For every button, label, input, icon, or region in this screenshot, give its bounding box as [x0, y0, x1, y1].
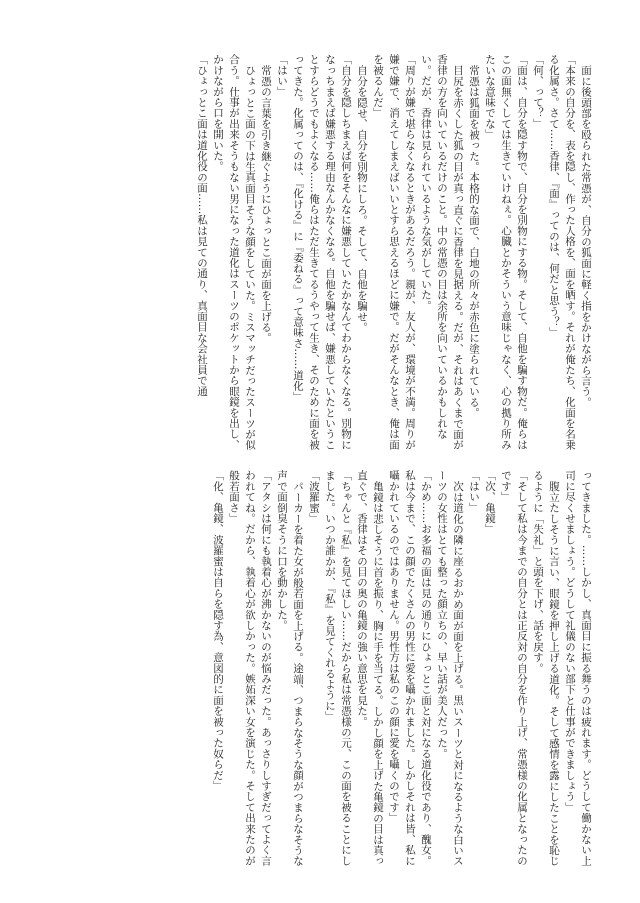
dialogue-line: 「アタシは何にも執着心が沸かないのが悩みだった。あっさりしすぎだってよく言われてね。だから、執着心が欲しかった。嫉妬深い女を演じた。そして出来たのが般若面さ」 — [228, 470, 272, 866]
upper-text-block — [74, 54, 594, 459]
paragraph: ってきました。……しかし、真面目に振る舞うのは疲れます。どうして働かない上司に尽くせましょう。どうして礼儀のない部下と仕事ができましょう」 — [564, 470, 592, 866]
dialogue-line: 「化、亀鏡、波羅蜜は自らを隠す為、意図的に面を被った奴らだ」 — [212, 470, 224, 791]
dialogue-line: 「自分を隠しちまえば何をそんなに嫌悪していたかなんてわからなくなる。別物になっちまえば嫌悪する理由なんかなくなる。自他を騙せば、嫌悪していたということすらどうでもよくなる……俺らはただ生きてるうやって生き、そのために面を被ってきた。化属ってのは、『化ける』に『委ねる』って意味さ……道化」 — [292, 54, 352, 450]
dialogue-line: 「かめ……お多福の面は見の通りにひょっとこ面と対になる道化役であり、醜女。私は今まで、この顔でたくさんの男性に愛を囁かれました。しかしそれは皆、私に囁かれているのではありません。男性方は私のこの顔に愛を囁くのです」 — [388, 470, 432, 866]
lower-text-block — [74, 470, 594, 870]
dialogue-line: 「本来の自分を、表を隠し、作った人格を、面を晒す。それが俺たち、化面を名乗る化属さ。さて……香律、『面』ってのは、何だと思う？」 — [548, 54, 576, 450]
paragraph: 亀鏡は悲しそうに首を振り、胸に手を当てる。しかし顔を上げた亀鏡の目は真っ直ぐで、香律はその目の奥の亀鏡の強い意思を見た。 — [356, 470, 384, 866]
paragraph: 常憑は狐面を被った。本格的な面で、白地の所々が赤色に塗られている。 — [468, 64, 480, 418]
paragraph: パーカーを着た女が般若面を上げる。途端、つまらなそうな顔がつまらなそうな声で面倒臭そうに口を動かした。 — [276, 470, 304, 866]
dialogue-line: 「はい」 — [468, 470, 480, 513]
dialogue-line: 「はい」 — [276, 54, 288, 97]
dialogue-line: 「波羅蜜」 — [308, 470, 320, 524]
paragraph: ひょっとこ面の下は生真面目そうな顔をしていた。ミスマッチだったスーツが似合う。仕事が出来そうもない男になった道化はスーツのポケットから眼鏡を出し、かけながら口を開いた。 — [212, 54, 256, 450]
paragraph: 目尻を赤くした狐の目が真っ直ぐに香律を見据える。だが、それはあくまで面が香律の方を向いているだけのこと。中の常憑の目は余所を向いているかもしれない。だが、香律は見られているような気がしていた。 — [420, 54, 464, 450]
paragraph: 自分を隠せ、自分を別物にしろ。そして、自他を騙せ。 — [356, 64, 368, 332]
dialogue-line: 「ちゃんと『私』を見てほしい……だから私は常憑様の元、この面を被ることにしました。いつか誰かが、『私』を見てくれるように」 — [324, 470, 352, 866]
dialogue-line: 「次、亀鏡」 — [484, 470, 496, 535]
dialogue-line: 「周りが嫌で堪らなくなるときがあるだろう。親が、友人が、環境が不満。周りが嫌で嫌で、消えてしまえばいいとすら思えるほどに嫌で。だがそんなとき、俺は面を被るんだ」 — [372, 54, 416, 450]
dialogue-line: 「ひょっとこ面は道化役の面……私は見ての通り、真面目な会社員で通 — [196, 54, 208, 397]
paragraph: 腹立たしそうに言い、眼鏡を押し上げる道化。そして感情を露にしたことを恥じるように「失礼」と頭を下げ、話を戻す。 — [532, 470, 560, 866]
dialogue-line: 「面は、自分を隠す物で、自分を別物にする物。そして、自他を騙す物だ。俺らはこの面無くしては生きていけねぇ。心臓とかそういう意味じゃなく、心の拠り所みたいな意味でな」 — [484, 54, 528, 450]
dialogue-line: 「何、って？」 — [532, 54, 544, 129]
paragraph: 次は道化の隣に座るおかめ面が面を上げる。黒いスーツと対になるような白いスーツの女性はとても整った顔立ちの、早い話が美人だった。 — [436, 470, 464, 866]
dialogue-line: 「そして私は今までの自分とは正反対の自分を作り上げ、常憑様の化属となったのです」 — [500, 470, 528, 866]
paragraph: 常憑の言葉を引き継ぐようにひょっとこ面が面を上げる。 — [260, 64, 272, 343]
paragraph: 面に後頭部を殴られた常憑が、自分の狐面に軽く指をかけながら言う。 — [580, 64, 592, 407]
